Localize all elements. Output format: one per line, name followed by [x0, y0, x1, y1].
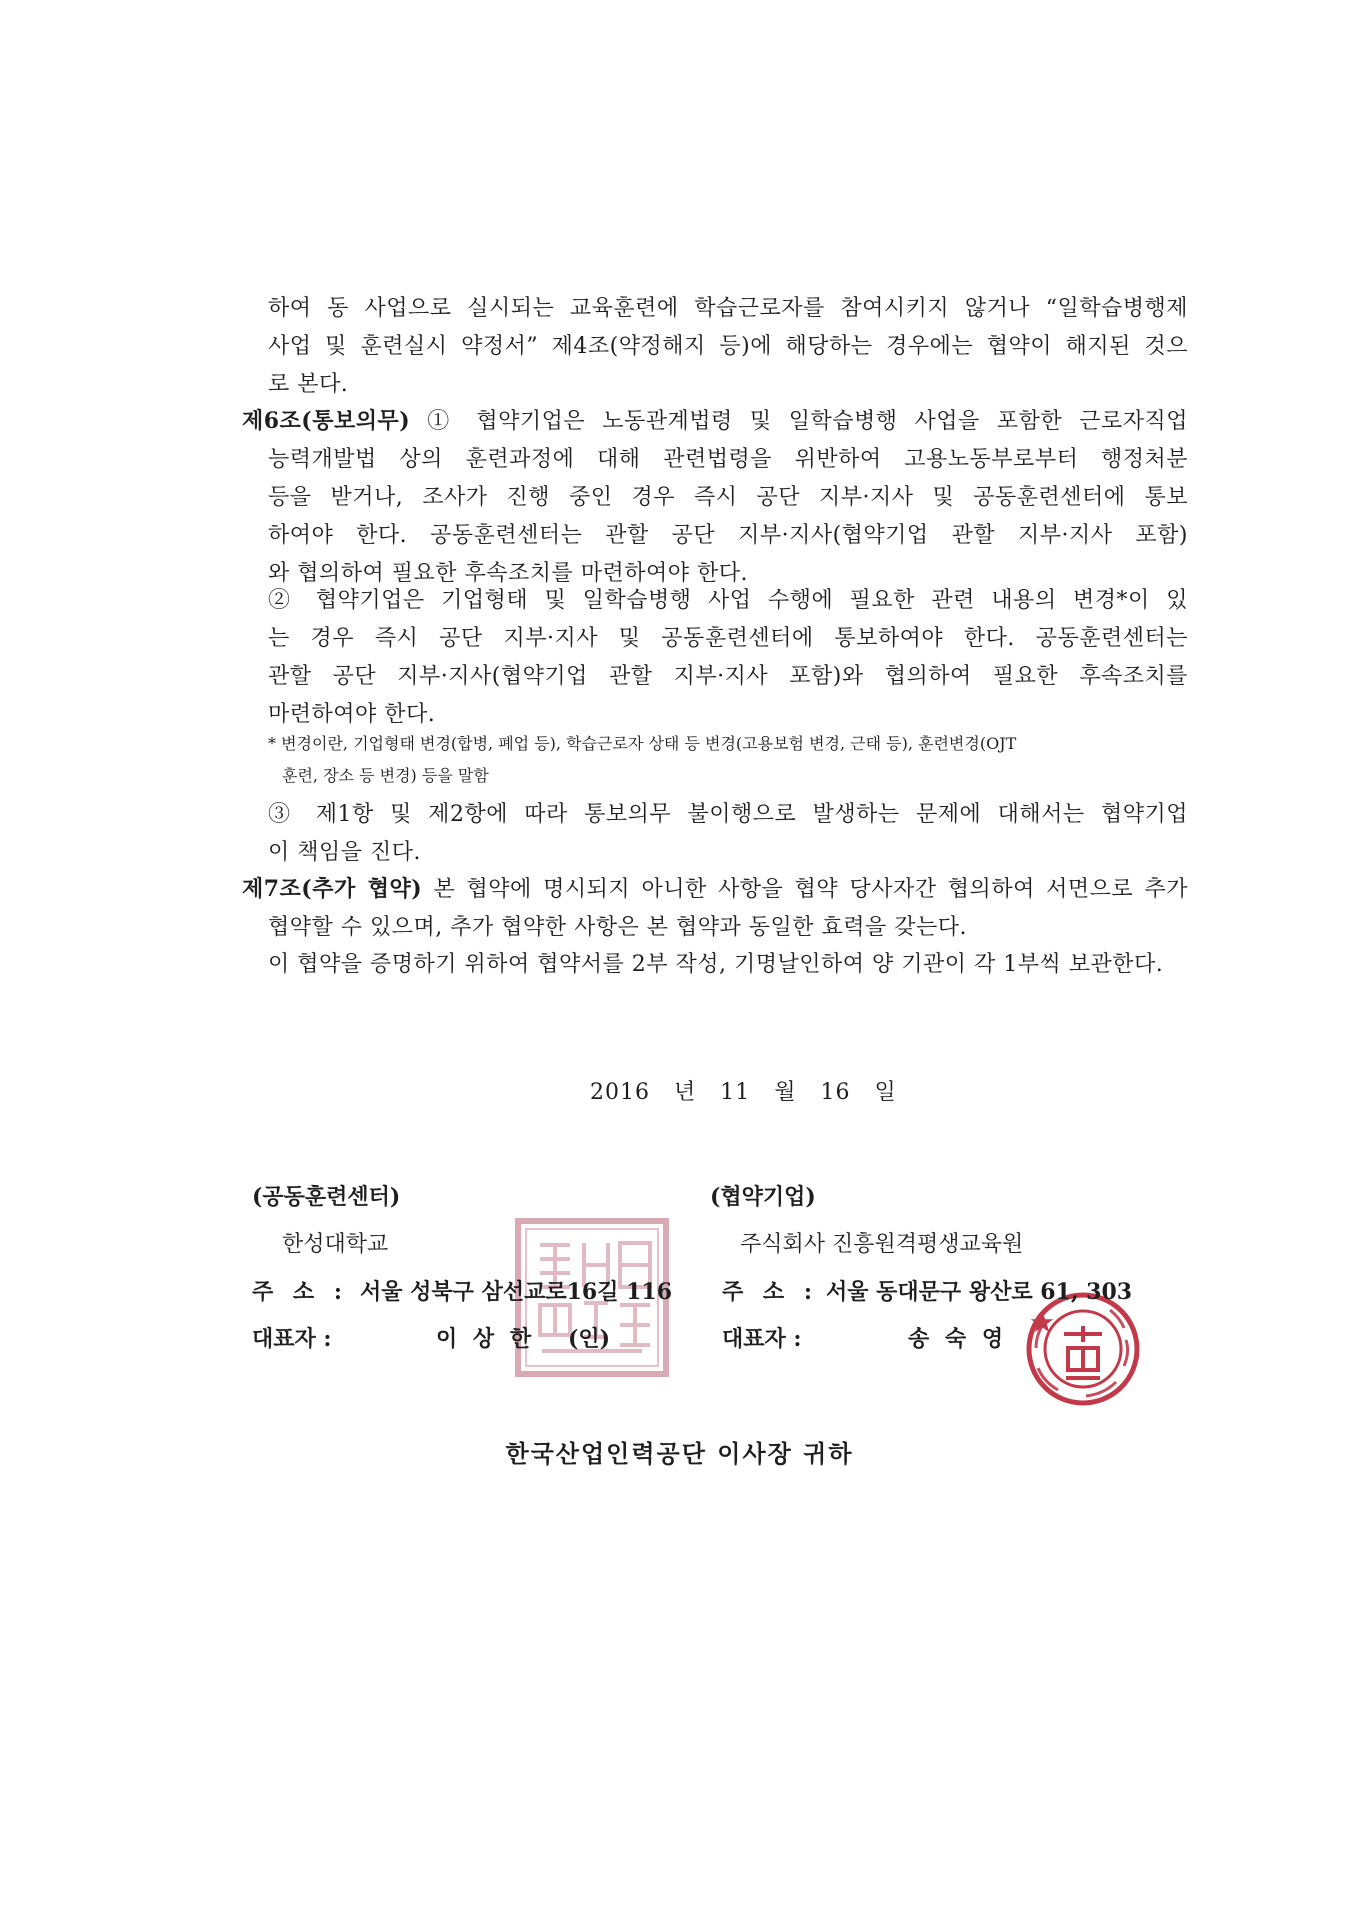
text-line: 관할 공단 지부·지사(협약기업 관할 지부·지사 포함)와 협의하여 필요한 후속조치를 [268, 664, 1188, 689]
article6-paragraph3 [268, 796, 1188, 872]
right-party-name: 주식회사 진흥원격평생교육원 [740, 1232, 1024, 1257]
date-day: 16 [820, 1080, 851, 1105]
date-year: 2016 [590, 1080, 650, 1105]
article5-continuation [268, 290, 1188, 404]
date-year-unit: 년 [674, 1080, 697, 1105]
footnote-line: 훈련, 장소 등 변경) 등을 말함 [282, 766, 489, 785]
left-party-role: (공동훈련센터) [252, 1184, 401, 1210]
date-month-unit: 월 [774, 1080, 797, 1105]
date-day-unit: 일 [874, 1080, 897, 1105]
article7-heading: 제7조(추가 협약) [242, 876, 423, 902]
text-line: 와 협의하여 필요한 후속조치를 마련하여야 한다. [268, 561, 749, 586]
article6-paragraph1 [242, 402, 1188, 593]
round-seal-icon [1024, 1290, 1142, 1408]
article6-paragraph2 [268, 582, 1188, 734]
text-line: ② 협약기업은 기업형태 및 일학습병행 사업 수행에 필요한 관련 내용의 변경*이 있 [268, 588, 1188, 613]
text-line [242, 402, 1188, 441]
text-line: 이 협약을 증명하기 위하여 협약서를 2부 작성, 기명날인하여 양 기관이 각 1부씩 보관한다. [268, 952, 1164, 977]
text-line: 등을 받거나, 조사가 진행 중인 경우 즉시 공단 지부·지사 및 공동훈련센터에 통보 [268, 485, 1188, 510]
signing-date [590, 1075, 897, 1106]
right-party-address: 서울 동대문구 왕산로 61, 303 [826, 1279, 1133, 1305]
closing-statement [268, 946, 1188, 984]
left-party-name: 한성대학교 [282, 1232, 389, 1257]
article7 [242, 870, 1188, 947]
text-line: 능력개발법 상의 훈련과정에 대해 관련법령을 위반하여 고용노동부로부터 행정처분 [268, 447, 1188, 472]
left-party-rep-label: 대표자 : [252, 1326, 332, 1352]
text-line-rest: 본 협약에 명시되지 아니한 사항을 협약 당사자간 협의하여 서면으로 추가 [422, 877, 1188, 902]
text-line-rest: ① 협약기업은 노동관계법령 및 일학습병행 사업을 포함한 근로자직업 [410, 409, 1188, 434]
text-line: 사업 및 훈련실시 약정서” 제4조(약정해지 등)에 해당하는 경우에는 협약이 해지된 것으 [268, 334, 1188, 359]
article6-heading: 제6조(통보의무) [242, 408, 411, 434]
addressee: 한국산업인력공단 이사장 귀하 [505, 1439, 854, 1468]
date-month: 11 [720, 1080, 751, 1105]
text-line: 하여야 한다. 공동훈련센터는 관할 공단 지부·지사(협약기업 관할 지부·지사 포함) [268, 523, 1188, 548]
text-line: 하여 동 사업으로 실시되는 교육훈련에 학습근로자를 참여시키지 않거나 “일학습병행제 [268, 296, 1188, 321]
right-party-role: (협약기업) [710, 1184, 816, 1210]
footnote [268, 728, 1198, 792]
left-party-address: 서울 성북구 삼선교로16길 116 [360, 1279, 673, 1305]
text-line: 로 본다. [268, 372, 349, 397]
text-line: 는 경우 즉시 공단 지부·지사 및 공동훈련센터에 통보하여야 한다. 공동훈련센터는 [268, 626, 1188, 651]
left-party-seal-mark: (인) [568, 1326, 611, 1352]
text-line: 협약할 수 있으며, 추가 협약한 사항은 본 협약과 동일한 효력을 갖는다. [268, 915, 967, 940]
left-party-rep-name: 이 상 한 [436, 1326, 536, 1352]
right-party-rep-name: 송 숙 영 [908, 1326, 1008, 1352]
right-party-address-label: 주 소 : [722, 1279, 818, 1305]
left-party-address-label: 주 소 : [252, 1279, 348, 1305]
footnote-line: * 변경이란, 기업형태 변경(합병, 폐업 등), 학습근로자 상태 등 변경(고용보험 변경, 근태 등), 훈련변경(OJT [268, 734, 1017, 753]
text-line: ③ 제1항 및 제2항에 따라 통보의무 불이행으로 발생하는 문제에 대해서는 협약기업 [268, 802, 1188, 827]
text-line: 이 책임을 진다. [268, 840, 421, 865]
text-line: 마련하여야 한다. [268, 702, 436, 727]
right-party-rep-label: 대표자 : [722, 1326, 802, 1352]
text-line [242, 870, 1188, 909]
